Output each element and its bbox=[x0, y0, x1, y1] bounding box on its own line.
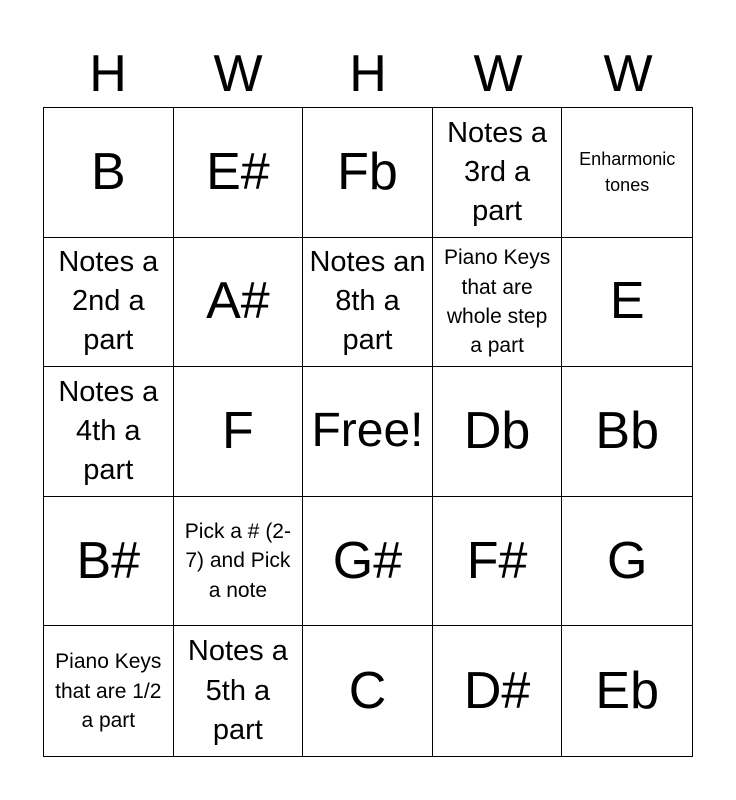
header-letter: W bbox=[603, 45, 653, 103]
header-letter: H bbox=[89, 45, 127, 103]
free-space-cell[interactable]: Free! bbox=[303, 367, 433, 497]
bingo-cell[interactable]: D# bbox=[433, 626, 563, 756]
bingo-cell[interactable]: F bbox=[174, 367, 304, 497]
bingo-header bbox=[43, 42, 693, 106]
bingo-cell[interactable]: Piano Keys that are whole step a part bbox=[433, 238, 563, 368]
bingo-cell[interactable]: Fb bbox=[303, 108, 433, 238]
bingo-cell[interactable]: E bbox=[562, 238, 692, 368]
bingo-cell[interactable]: E# bbox=[174, 108, 304, 238]
bingo-cell[interactable]: Notes a 3rd a part bbox=[433, 108, 563, 238]
bingo-board bbox=[43, 107, 693, 757]
bingo-cell[interactable]: Piano Keys that are 1/2 a part bbox=[44, 626, 174, 756]
bingo-cell[interactable]: B# bbox=[44, 497, 174, 627]
bingo-cell[interactable]: Bb bbox=[562, 367, 692, 497]
bingo-cell[interactable]: Notes a 2nd a part bbox=[44, 238, 174, 368]
bingo-cell[interactable]: Notes a 4th a part bbox=[44, 367, 174, 497]
bingo-cell[interactable]: Eb bbox=[595, 661, 659, 720]
bingo-cell[interactable]: F# bbox=[433, 497, 563, 627]
header-letter: W bbox=[473, 45, 523, 103]
header-letter: H bbox=[349, 45, 387, 103]
bingo-cell[interactable]: Notes an 8th a part bbox=[303, 238, 433, 368]
bingo-cell[interactable]: Pick a # (2-7) and Pick a note bbox=[174, 497, 304, 627]
header-letter: W bbox=[213, 45, 263, 103]
bingo-cell[interactable]: Enharmonic tones bbox=[562, 108, 692, 238]
bingo-cell[interactable]: G# bbox=[303, 497, 433, 627]
bingo-cell[interactable]: C bbox=[303, 626, 433, 756]
bingo-cell[interactable]: A# bbox=[174, 238, 304, 368]
bingo-cell[interactable]: Notes a 5th a part bbox=[174, 626, 304, 756]
bingo-cell[interactable]: G bbox=[562, 497, 692, 627]
bingo-cell[interactable]: Db bbox=[433, 367, 563, 497]
bingo-cell[interactable]: B bbox=[44, 108, 174, 238]
